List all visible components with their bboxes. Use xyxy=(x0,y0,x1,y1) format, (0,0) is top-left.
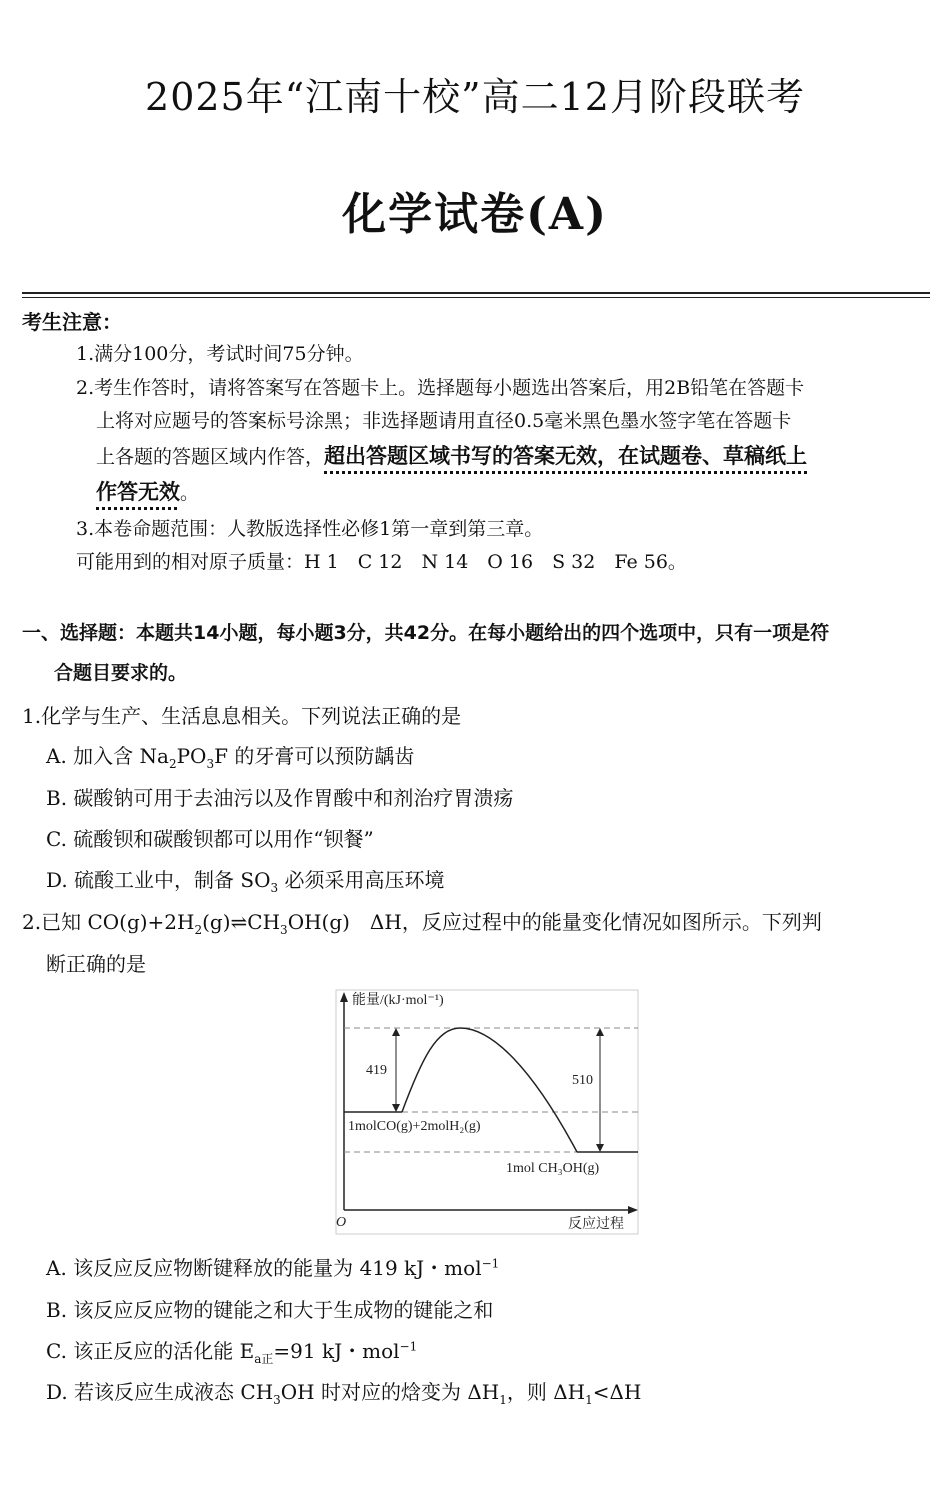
question-1-stem: 1.化学与生产、生活息息相关。下列说法正确的是 xyxy=(22,704,462,728)
divider xyxy=(22,292,930,294)
reactant-label: 1molCO(g)+2molH₂(g) xyxy=(348,1119,481,1134)
reverse-arrow-head xyxy=(596,1028,604,1036)
notice-item-1: 1.满分100分，考试时间75分钟。 xyxy=(76,343,364,365)
question-1-option-c: C. 硫酸钡和碳酸钡都可以用作“钡餐” xyxy=(46,827,374,851)
section-heading-line1: 一、选择题：本题共14小题，每小题3分，共42分。在每小题给出的四个选项中，只有一项是符 xyxy=(22,622,830,644)
notice-item-2-line4 xyxy=(96,476,199,509)
reverse-activation-label: 510 xyxy=(572,1073,593,1088)
notice-item-2-line2: 上将对应题号的答案标号涂黑；非选择题请用直径0.5毫米黑色墨水签字笔在答题卡 xyxy=(96,410,792,432)
notice-item-3: 3.本卷命题范围：人教版选择性必修1第一章到第三章。 xyxy=(76,518,544,540)
product-label: 1mol CH₃OH(g) xyxy=(506,1161,600,1176)
atomic-mass-line: 可能用到的相对原子质量：H 1 C 12 N 14 O 16 S 32 Fe 56。 xyxy=(76,551,687,573)
question-1-option-a: A. 加入含 $Na_2PO_3F$ 的牙膏可以预防龋齿 xyxy=(46,744,415,771)
question-2-option-d: D. 若该反应生成液态 $CH_3OH$ 时对应的焓变为 $\Delta H_1$，则 $\Delta H_1<\Delta H$ xyxy=(46,1380,642,1407)
exam-subtitle: 化学试卷(A) xyxy=(342,189,608,240)
question-2-option-c: C. 该正反应的活化能 $E_{a正}=91$ kJ・mol$^{-1}$ xyxy=(46,1339,418,1366)
exam-title: 2025年“江南十校”高二12月阶段联考 xyxy=(145,75,805,119)
energy-diagram xyxy=(332,988,642,1238)
section-heading-line2: 合题目要求的。 xyxy=(54,662,188,684)
question-2-option-b: B. 该反应反应物的键能之和大于生成物的键能之和 xyxy=(46,1298,494,1322)
activation-energy-label: 419 xyxy=(366,1063,387,1078)
reverse-arrow-tail xyxy=(596,1144,604,1152)
notice-period: 。 xyxy=(180,482,200,504)
notice-plain-text: 上各题的答题区域内作答， xyxy=(96,446,325,468)
origin-label: O xyxy=(336,1215,347,1230)
x-axis-arrow xyxy=(628,1206,638,1214)
question-1-option-d: D. 硫酸工业中，制备 $SO_3$ 必须采用高压环境 xyxy=(46,868,445,895)
notice-item-2-line1: 2.考生作答时，请将答案写在答题卡上。选择题每小题选出答案后，用2B铅笔在答题卡 xyxy=(76,377,805,399)
notice-heading: 考生注意： xyxy=(22,310,122,334)
question-2-stem-line2: 断正确的是 xyxy=(46,952,146,976)
y-axis-label: 能量/(kJ·mol⁻¹) xyxy=(352,993,444,1008)
activation-arrow-tail xyxy=(392,1104,400,1112)
question-2-stem-line1: 2.已知 $CO(g)+2H_2(g)\rightleftharpoons CH_3OH(g)$ ΔH，反应过程中的能量变化情况如图所示。下列判 xyxy=(22,910,822,937)
divider xyxy=(22,297,930,298)
question-2-option-a: A. 该反应反应物断键释放的能量为 419 kJ・mol$^{-1}$ xyxy=(46,1256,500,1280)
activation-arrow-head xyxy=(392,1028,400,1036)
x-axis-label: 反应过程 xyxy=(568,1217,624,1232)
y-axis-arrow xyxy=(340,992,348,1002)
notice-emphasis: 作答无效 xyxy=(96,480,180,504)
notice-emphasis: 超出答题区域书写的答案无效，在试题卷、草稿纸上 xyxy=(324,444,808,468)
question-1-option-b: B. 碳酸钠可用于去油污以及作胃酸中和剂治疗胃溃疡 xyxy=(46,786,514,810)
notice-item-2-line3 xyxy=(96,440,807,473)
